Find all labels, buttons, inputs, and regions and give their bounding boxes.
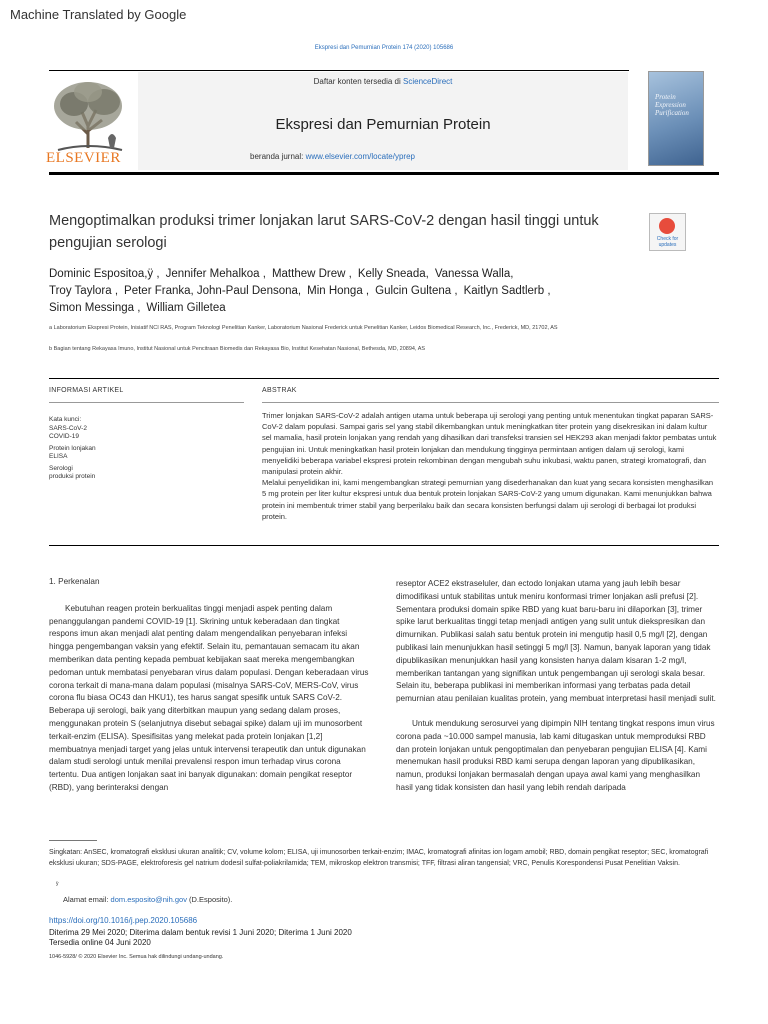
- keywords-block: [49, 416, 219, 482]
- email-address-line: Alamat email: dom.esposito@nih.gov (D.Esposito).: [63, 895, 233, 904]
- machine-translation-banner: Machine Translated by Google: [10, 7, 187, 22]
- author-name[interactable]: Dominic Espositoa,ÿ ,: [49, 268, 160, 280]
- keyword[interactable]: Serologi: [49, 464, 73, 472]
- journal-homepage: beranda jurnal: www.elsevier.com/locate/yprep: [250, 152, 415, 161]
- journal-cover-title: Protein Expression Purification: [655, 93, 689, 117]
- doi-link[interactable]: https://doi.org/10.1016/j.pep.2020.105686: [49, 916, 198, 925]
- abstract-heading-rule: [262, 402, 719, 403]
- publication-dates: [49, 928, 352, 948]
- online-date: Tersedia online 04 Juni 2020: [49, 938, 151, 947]
- check-for-updates-badge[interactable]: [649, 213, 686, 251]
- author-name[interactable]: Kaitlyn Sadtlerb ,: [463, 285, 551, 297]
- keyword[interactable]: SARS-CoV-2: [49, 424, 87, 432]
- article-title: Mengoptimalkan produksi trimer lonjakan larut SARS-CoV-2 dengan hasil tinggi untuk pengujian serologi: [49, 213, 599, 251]
- check-for-updates-label: Check for updates: [656, 236, 679, 248]
- info-heading-rule: [49, 402, 244, 403]
- left-column: [49, 576, 369, 795]
- homepage-link[interactable]: www.elsevier.com/locate/yprep: [305, 152, 415, 161]
- abstract-paragraph-2: Melalui penyelidikan ini, kami mengembangkan strategi pemurnian yang disederhanakan dan kuat yang secara konsisten menghasilkan 5 mg protein per liter kultur ekspresi untuk dua bentuk protein lonjakan SARS-CoV-2 yang umum digunakan. Kami menunjukkan bahwa protein ini membentuk trimer stabil yang berperilaku baik dan secara konsisten berfungsi dalam uji serologi di berbagai lot produksi protein.: [262, 478, 714, 521]
- update-badge-icon: [659, 218, 675, 234]
- author-name[interactable]: Simon Messinga ,: [49, 302, 141, 314]
- abstract-heading: ABSTRAK: [262, 387, 297, 394]
- keyword[interactable]: Protein lonjakan: [49, 444, 96, 452]
- body-paragraph: reseptor ACE2 ekstraseluler, dan ectodo lonjakan utama yang jauh lebih besar dimodifikasi untuk stabilitas untuk meniru konformasi trimer lonjakan asli prefusi [2]. Sementara produksi domain spike RBD yang kuat baru-baru ini dilaporkan [3], trimer spike larut berkualitas tinggi tetap menjadi antigen yang sulit untuk diekspresikan dan dimurnikan. Publikasi salah satu bentuk protein ini mengutip hasil 0,5 mg/l [2], dengan publikasi lain menunjukkan hasil setinggi 5 mg/l [3]. Namun, banyak laporan yang tidak dipublikasikan menunjukkan hasil yang konsisten hanya dalam kisaran 1-2 mg/l, memberikan tantangan yang signifikan untuk pengembangan uji serologi skala besar. Selain itu, beberapa publikasi ini memberikan informasi yang terbatas pada detail pemurnian atau penilaian kualitas protein, yang membuat interpretasi hasil menjadi sulit.: [396, 579, 716, 704]
- corresponding-author-marker: ÿ: [56, 881, 59, 887]
- journal-title: Ekspresi dan Pemurnian Protein: [275, 116, 491, 133]
- authors-line-2: [49, 283, 609, 300]
- keyword[interactable]: COVID-19: [49, 433, 79, 440]
- journal-reference[interactable]: Ekspresi dan Pemurnian Protein 174 (2020) 105686: [314, 45, 454, 51]
- author-name[interactable]: Kelly Sneada,: [357, 268, 429, 280]
- affiliation-a: a Laboratorium Ekspresi Protein, Inisiatif NCI RAS, Program Teknologi Penelitian Kanker, Laboratorium Nasional Frederick untuk Penelitian Kanker, Leidos Biomedical Research, Inc., Frederick, MD, 21702, AS: [49, 325, 558, 331]
- author-name[interactable]: Matthew Drew ,: [271, 268, 352, 280]
- article-info-heading: INFORMASI ARTIKEL: [49, 387, 124, 394]
- author-name[interactable]: Gulcin Gultena ,: [375, 285, 458, 297]
- authors-line-3: [49, 300, 609, 317]
- footnote-rule: [49, 840, 97, 841]
- keyword[interactable]: produksi protein: [49, 473, 96, 480]
- received-dates: Diterima 29 Mei 2020; Diterima dalam bentuk revisi 1 Juni 2020; Diterima 1 Juni 2020: [49, 928, 352, 937]
- email-link[interactable]: dom.esposito@nih.gov: [110, 895, 187, 904]
- author-name[interactable]: Jennifer Mehalkoa ,: [165, 268, 266, 280]
- author-name[interactable]: William Gilletea: [146, 302, 226, 314]
- right-column: [396, 578, 719, 795]
- abstract-paragraph-1: Trimer lonjakan SARS-CoV-2 adalah antigen utama untuk beberapa uji serologi yang penting untuk menentukan tingkat paparan SARS-CoV-2 dalam populasi. Sampai garis sel yang stabil dikembangkan untuk meningkatkan titer protein yang disekresikan ini dalam kultur sel mamalia, hasil protein lonjakan yang rendah yang dihasilkan dari transfeksi transien sel HEK293 akan menjadi faktor pembatas untuk pengujian ini. Untuk meningkatkan hasil protein lonjakan dan mendukung tingginya permintaan antigen dalam uji serologi, kami menyelidiki beberapa variabel ekspresi protein rekombinan dengan mengubah suhu inkubasi, waktu panen, strategi kromatografi, dan manipulasi protein akhir.: [262, 411, 717, 477]
- body-paragraph: Untuk mendukung serosurvei yang dipimpin NIH tentang tingkat respons imun virus corona pada ~10.000 sampel manusia, lab kami ditugaskan untuk memproduksi RBD dan protein lonjakan untuk pengoptimalan dan penyebaran pengujian ELISA [4]. Kami menemukan hasil produksi RBD kami serupa dengan laporan yang dipublikasikan, namun, produksi lonjakan bermasalah dengan upaya awal kami yang menghasilkan hasil yang tidak konsisten dan hasil yang lebih rendah daripada: [396, 718, 715, 792]
- header-bottom-rule: [49, 172, 719, 175]
- author-name[interactable]: Peter Franka, John-Paul Densona,: [124, 285, 302, 297]
- info-top-rule: [49, 378, 719, 379]
- author-name[interactable]: Troy Taylora ,: [49, 285, 119, 297]
- affiliation-b: b Bagian tentang Rekayasa Imuno, Institut Nasional untuk Pencitraan Biomedis dan Rekayasa Bio, Institut Kesehatan Nasional, Bethesda, MD, 20894, AS: [49, 346, 426, 352]
- section-heading: 1. Perkenalan: [49, 577, 100, 586]
- author-name[interactable]: Vanessa Walla,: [434, 268, 514, 280]
- keyword[interactable]: ELISA: [49, 453, 68, 460]
- journal-cover-thumbnail: [648, 71, 704, 166]
- publisher-wordmark: ELSEVIER: [46, 150, 121, 166]
- copyright-notice: 1046-5928/ © 2020 Elsevier Inc. Semua hak dilindungi undang-undang.: [49, 954, 224, 960]
- body-paragraph: Kebutuhan reagen protein berkualitas tinggi menjadi aspek penting dalam penanggulangan pandemi COVID-19 [1]. Skrining untuk keberadaan dan tingkat respons imun akan menjadi alat penting dalam mengendalikan penyebaran infeksi hingga pengembangan vaksin yang efektif. Selain itu, pemantauan semacam itu akan memberikan data penting kepada pembuat kebijakan saat mereka mengembangkan pedoman untuk membatasi penyebaran virus dalam populasi. Dengan keberadaan virus corona terkait di mana-mana dalam populasi (misalnya SARS-CoV, MERS-CoV, virus corona flu biasa OC43 dan HKU1), tes harus sangat spesifik untuk SARS CoV-2. Beberapa uji serologi, baik yang diterbitkan maupun yang sedang dalam proses, menggunakan protein S (selanjutnya disebut sebagai spike) dalam uji im munosorbent terkait-enzim (ELISA). Spesifisitas yang melekat pada protein lonjakan [1,2] membuatnya menjadi target yang jelas untuk intervensi terapeutik dan untuk digunakan dalam studi serologi untuk menilai prevalensi respon imun terhadap virus corona tertentu. Dua antigen lonjakan saat ini banyak digunakan: domain pengikat reseptor (RBD), yang berinteraksi dengan: [49, 603, 369, 792]
- abstract-text: [262, 410, 717, 522]
- abbreviations-footnote: Singkatan: AnSEC, kromatografi eksklusi ukuran analitik; CV, volume kolom; ELISA, uji imunosorben terkait-enzim; IMAC, kromatografi afinitas ion logam amobil; RBD, domain pengikat reseptor; SEC, kromatografi eksklusi ukuran; SDS-PAGE, elektroforesis gel natrium dodesil sulfat-poliakrilamida; TEM, mikroskop elektron transmisi; TFF, filtrasi aliran tangensial; VRC, Penulis Korespondensi Pusat Penelitian Vaksin.: [49, 849, 709, 867]
- sciencedirect-link[interactable]: ScienceDirect: [403, 77, 453, 86]
- author-name[interactable]: Min Honga ,: [307, 285, 370, 297]
- author-list: [49, 266, 609, 317]
- abstract-bottom-rule: [49, 545, 719, 546]
- keywords-label: Kata kunci:: [49, 416, 82, 423]
- header-top-rule: [49, 70, 629, 71]
- contents-availability: Daftar konten tersedia di ScienceDirect: [313, 77, 453, 86]
- authors-line-1: [49, 266, 609, 283]
